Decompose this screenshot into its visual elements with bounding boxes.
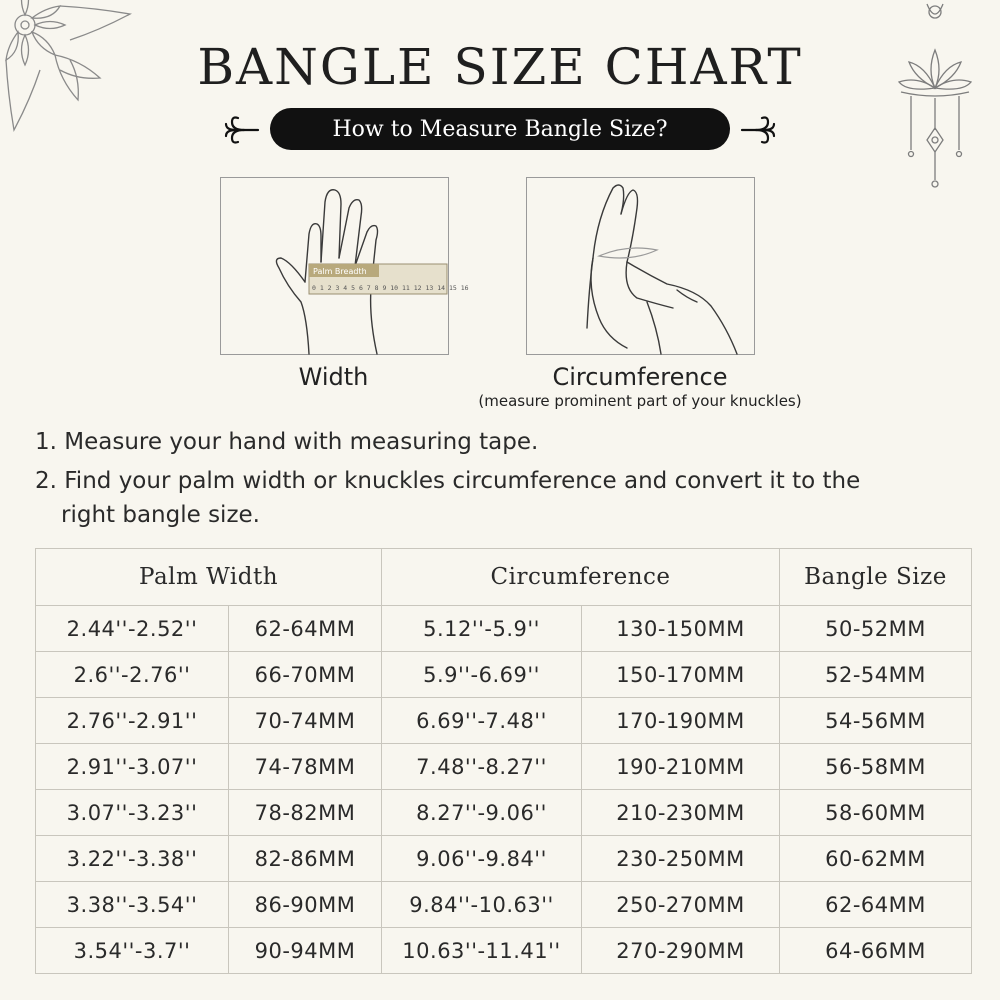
circumference-note: (measure prominent part of your knuckles) [478, 392, 802, 410]
bangle-size-cell: 62-64MM [780, 882, 972, 928]
bangle-size-cell: 54-56MM [780, 698, 972, 744]
circumference-inches-cell: 9.84''-10.63'' [382, 882, 582, 928]
knuckle-circumference-illustration [526, 177, 755, 355]
circumference-caption: Circumference [552, 363, 728, 391]
bangle-size-table [35, 548, 972, 974]
palm-width-mm-cell: 66-70MM [229, 652, 382, 698]
circumference-inches-cell: 5.9''-6.69'' [382, 652, 582, 698]
subtitle-pill: How to Measure Bangle Size? [270, 108, 730, 150]
table-body [36, 606, 972, 974]
table-row [36, 836, 972, 882]
circumference-mm-cell: 170-190MM [582, 698, 780, 744]
bangle-size-cell: 52-54MM [780, 652, 972, 698]
swirl-ornament-icon [222, 114, 262, 146]
circumference-mm-cell: 150-170MM [582, 652, 780, 698]
instruction-step-2: 2. Find your palm width or knuckles circumference and convert it to the [35, 468, 861, 494]
header-bangle-size: Bangle Size [780, 549, 972, 606]
circumference-mm-cell: 230-250MM [582, 836, 780, 882]
table-row [36, 928, 972, 974]
palm-tape-label: Palm Breadth [313, 267, 367, 276]
bangle-size-cell: 58-60MM [780, 790, 972, 836]
palm-width-inches-cell: 2.44''-2.52'' [36, 606, 229, 652]
palm-width-mm-cell: 82-86MM [229, 836, 382, 882]
table-row [36, 744, 972, 790]
circumference-inches-cell: 6.69''-7.48'' [382, 698, 582, 744]
instruction-step-1: 1. Measure your hand with measuring tape. [35, 429, 539, 455]
bangle-size-cell: 60-62MM [780, 836, 972, 882]
circumference-mm-cell: 190-210MM [582, 744, 780, 790]
palm-width-inches-cell: 3.22''-3.38'' [36, 836, 229, 882]
table-row [36, 652, 972, 698]
bangle-size-cell: 50-52MM [780, 606, 972, 652]
swirl-ornament-icon [738, 114, 778, 146]
table-header-row [36, 549, 972, 606]
circumference-inches-cell: 9.06''-9.84'' [382, 836, 582, 882]
circumference-mm-cell: 130-150MM [582, 606, 780, 652]
header-palm-width: Palm Width [36, 549, 382, 606]
tape-scale: 0 1 2 3 4 5 6 7 8 9 10 11 12 13 14 15 16 [312, 284, 469, 292]
table-row [36, 790, 972, 836]
palm-width-mm-cell: 78-82MM [229, 790, 382, 836]
instruction-step-2-continued: right bangle size. [61, 502, 260, 528]
palm-width-mm-cell: 62-64MM [229, 606, 382, 652]
palm-width-inches-cell: 2.91''-3.07'' [36, 744, 229, 790]
table-row [36, 882, 972, 928]
circumference-mm-cell: 210-230MM [582, 790, 780, 836]
subtitle-banner [220, 108, 780, 152]
bangle-size-cell: 56-58MM [780, 744, 972, 790]
palm-width-mm-cell: 90-94MM [229, 928, 382, 974]
circumference-inches-cell: 7.48''-8.27'' [382, 744, 582, 790]
palm-width-illustration [220, 177, 469, 355]
circumference-mm-cell: 270-290MM [582, 928, 780, 974]
circumference-inches-cell: 10.63''-11.41'' [382, 928, 582, 974]
palm-width-inches-cell: 3.38''-3.54'' [36, 882, 229, 928]
palm-width-inches-cell: 2.76''-2.91'' [36, 698, 229, 744]
header-circumference: Circumference [382, 549, 780, 606]
lotus-ornament [895, 0, 975, 200]
palm-width-mm-cell: 70-74MM [229, 698, 382, 744]
circumference-inches-cell: 8.27''-9.06'' [382, 790, 582, 836]
palm-width-inches-cell: 3.07''-3.23'' [36, 790, 229, 836]
table-row [36, 606, 972, 652]
bangle-size-cell: 64-66MM [780, 928, 972, 974]
palm-width-inches-cell: 3.54''-3.7'' [36, 928, 229, 974]
palm-width-mm-cell: 74-78MM [229, 744, 382, 790]
table-row [36, 698, 972, 744]
circumference-mm-cell: 250-270MM [582, 882, 780, 928]
width-caption: Width [298, 363, 369, 391]
page-title: BANGLE SIZE CHART [197, 38, 803, 96]
palm-width-mm-cell: 86-90MM [229, 882, 382, 928]
palm-width-inches-cell: 2.6''-2.76'' [36, 652, 229, 698]
circumference-inches-cell: 5.12''-5.9'' [382, 606, 582, 652]
